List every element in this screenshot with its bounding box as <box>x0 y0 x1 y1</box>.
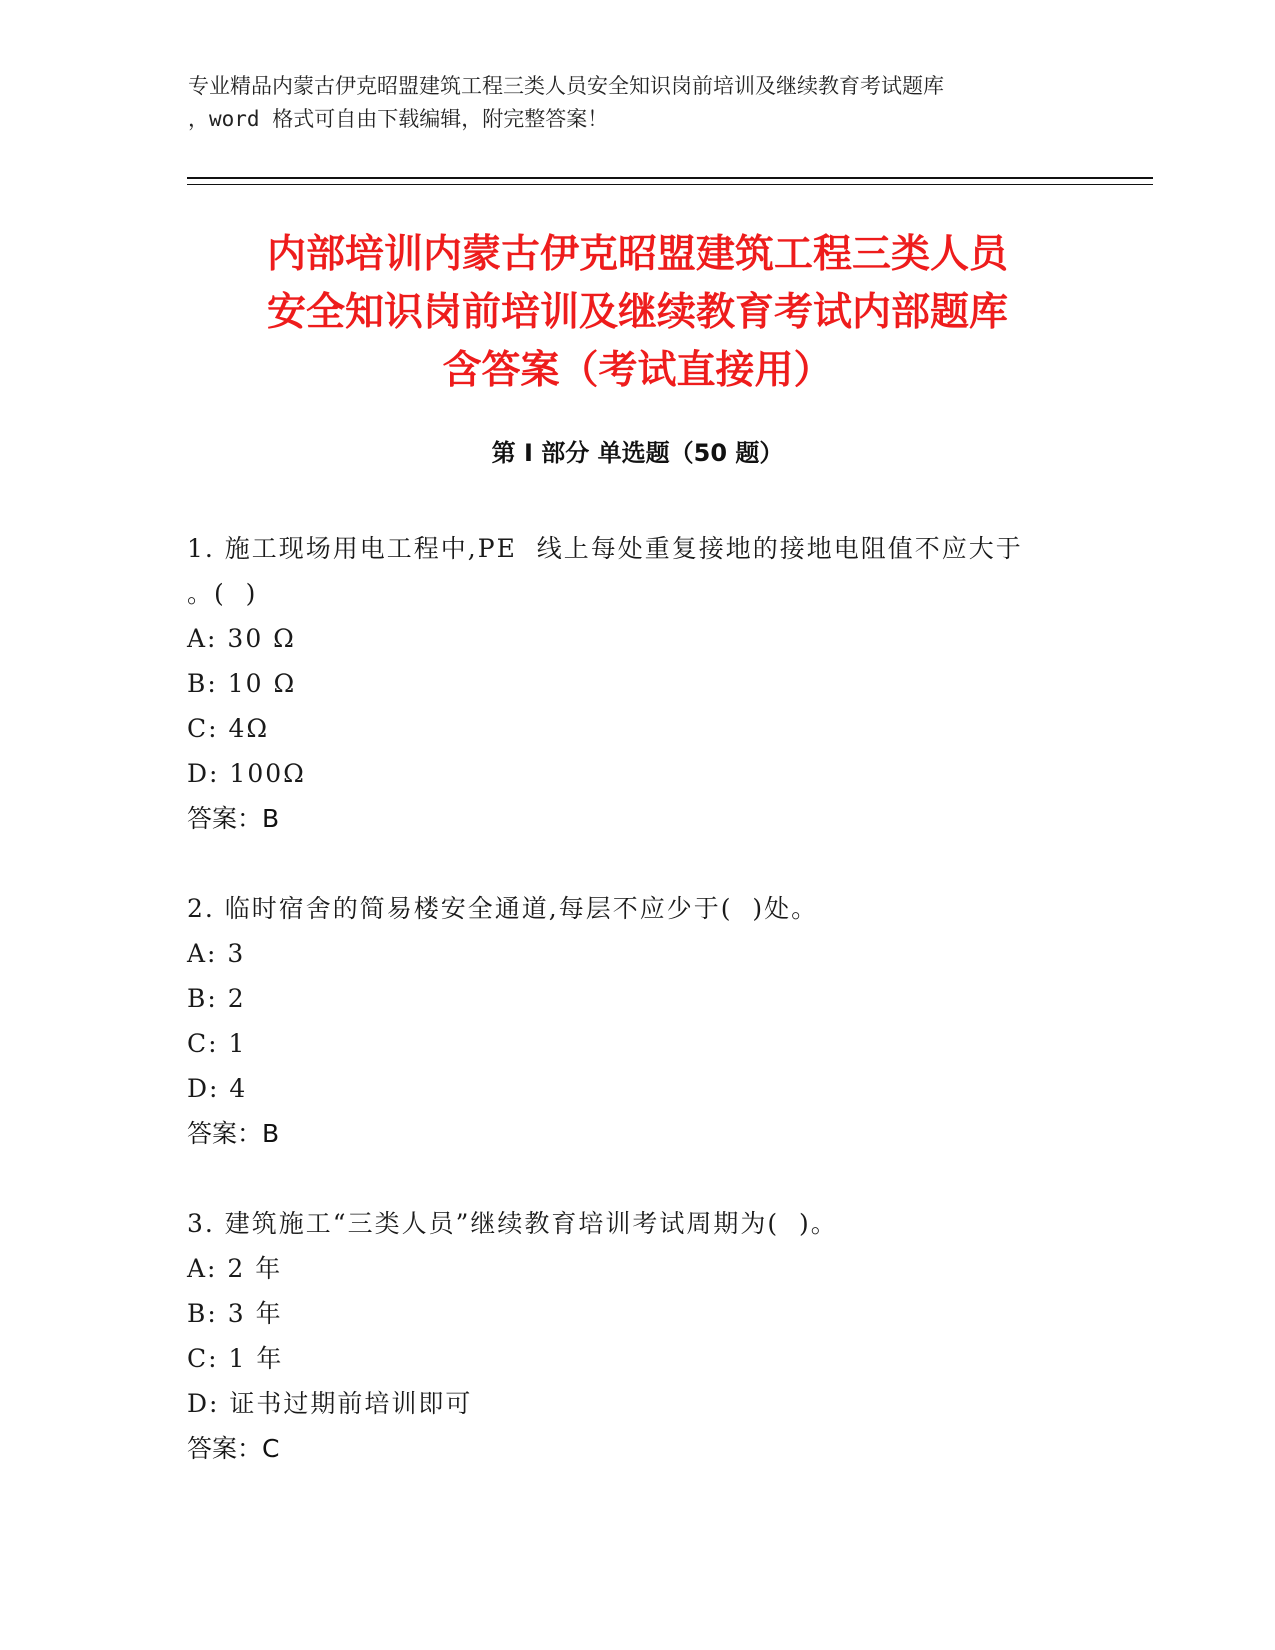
document-title-line-2: 安全知识岗前培训及继续教育考试内部题库 <box>266 290 1008 335</box>
option-a: A: 2 年 <box>187 1254 283 1283</box>
question-item <box>187 886 1087 1157</box>
question-stem: 1. 施工现场用电工程中,PE 线上每处重复接地的接地电阻值不应大于 。( ) <box>187 534 1083 608</box>
option-b: B: 10 Ω <box>187 669 297 698</box>
question-stem: 3. 建筑施工“三类人员”继续教育培训考试周期为( )。 <box>187 1209 838 1238</box>
option-c: C: 1 <box>187 1029 247 1058</box>
option-d: D: 证书过期前培训即可 <box>187 1389 473 1418</box>
section-title: 第 I 部分 单选题（50 题） <box>491 439 784 467</box>
option-b: B: 2 <box>187 984 246 1013</box>
option-c: C: 1 年 <box>187 1344 284 1373</box>
option-d: D: 4 <box>187 1074 248 1103</box>
answer-line: 答案：B <box>187 804 280 833</box>
header-note-line-1: 专业精品内蒙古伊克昭盟建筑工程三类人员安全知识岗前培训及继续教育考试题库 <box>188 74 944 98</box>
option-a: A: 3 <box>187 939 246 968</box>
document-title-line-1: 内部培训内蒙古伊克昭盟建筑工程三类人员 <box>266 232 1008 277</box>
option-d: D: 100Ω <box>187 759 306 788</box>
option-c: C: 4Ω <box>187 714 270 743</box>
option-b: B: 3 年 <box>187 1299 283 1328</box>
option-a: A: 30 Ω <box>187 624 296 653</box>
header-note <box>188 70 1098 136</box>
question-item <box>187 526 1087 842</box>
document-title <box>150 226 1125 400</box>
answer-line: 答案：C <box>187 1434 280 1463</box>
header-divider-thick <box>187 177 1153 179</box>
header-note-line-2: ，word 格式可自由下载编辑，附完整答案！ <box>188 107 609 131</box>
question-list <box>187 526 1087 1516</box>
question-item <box>187 1201 1087 1472</box>
header-divider-thin <box>187 184 1153 185</box>
answer-line: 答案：B <box>187 1119 280 1148</box>
question-stem: 2. 临时宿舍的简易楼安全通道,每层不应少于( )处。 <box>187 894 819 923</box>
document-title-line-3: 含答案（考试直接用） <box>442 348 833 393</box>
